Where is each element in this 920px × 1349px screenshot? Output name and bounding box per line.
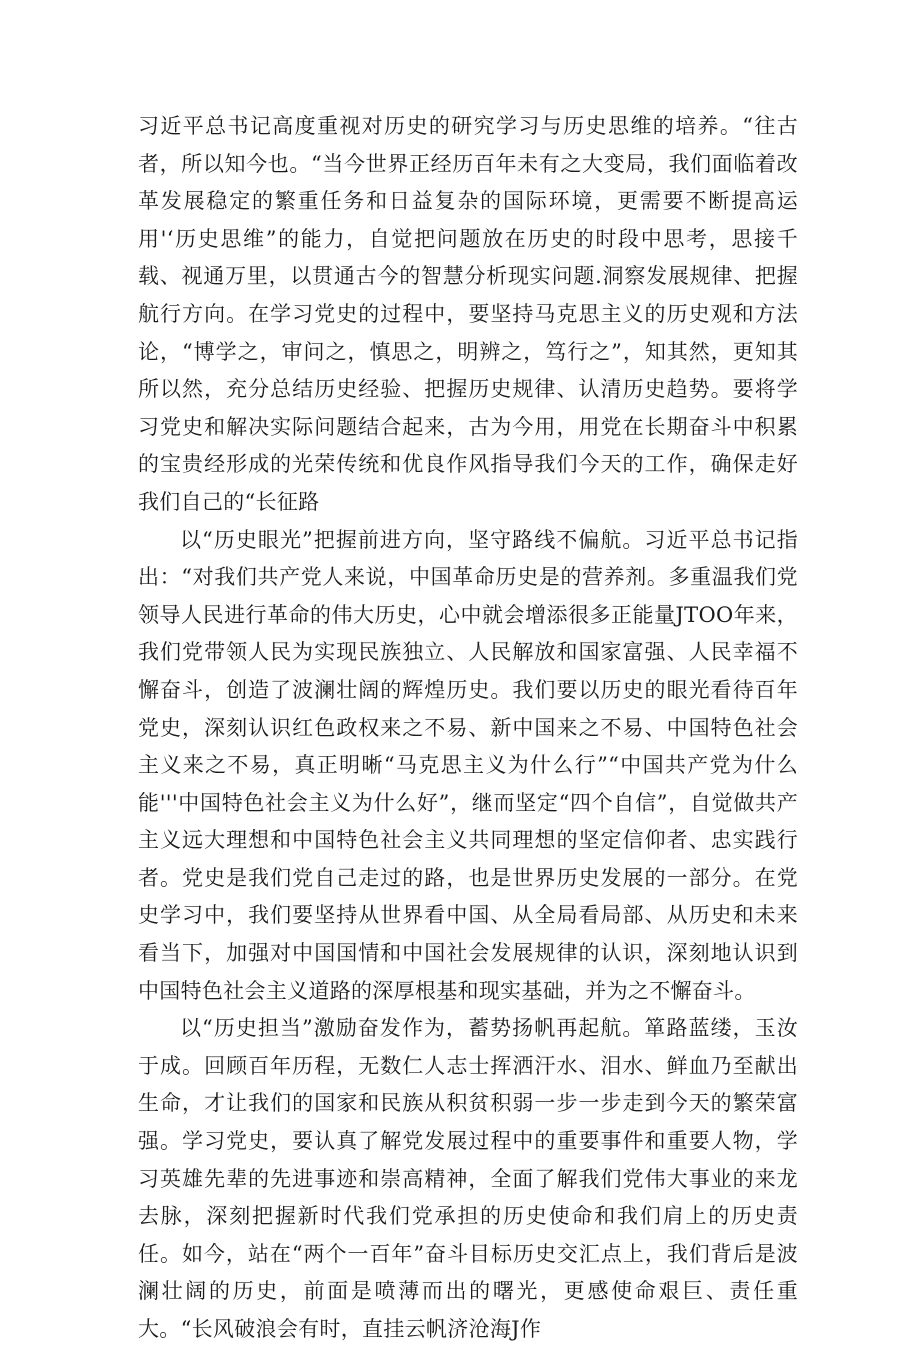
paragraph-3: 以“历史担当”激励奋发作为，蓄势扬帆再起航。箪路蓝缕，玉汝于成。回顾百年历程，无数仁人志士挥洒汗水、泪水、鲜血乃至献出生命，才让我们的国家和民族从积贫积弱一步一步走到今天的繁荣富强。学习党史，要认真了解党发展过程中的重要事件和重要人物，学习英雄先辈的先进事迹和崇高精神，全面了解我们党伟大事业的来龙去脉，深刻把握新时代我们党承担的历史使命和我们肩上的历史责任。如今，站在“两个一百年”奋斗目标历史交汇点上，我们背后是波澜壮阔的历史，前面是喷薄而出的曙光，更感使命艰巨、责任重大。“长风破浪会有时，直挂云帆济沧海J作 — [138, 1016, 798, 1341]
paragraph-1: 习近平总书记高度重视对历史的研究学习与历史思维的培养。“往古者，所以知今也。“当今世界正经历百年未有之大变局，我们面临着改革发展稳定的繁重任务和日益复杂的国际环境，更需要不断提高运用'‘历史思维”的能力，自觉把问题放在历史的时段中思考，思接千载、视通万里，以贯通古今的智慧分析现实问题.洞察发展规律、把握航行方向。在学习党史的过程中，要坚持马克思主义的历史观和方法论，“博学之，审问之，慎思之，明辨之，笃行之”，知其然，更知其所以然，充分总结历史经验、把握历史规律、认清历史趋势。要将学习党史和解决实际问题结合起来，古为今用，用党在长期奋斗中积累的宝贵经形成的光荣传统和优良作风指导我们今天的工作，确保走好我们自己的“长征路 — [138, 114, 798, 514]
paragraph-2: 以“历史眼光”把握前进方向，坚守路线不偏航。习近平总书记指出：“对我们共产党人来说，中国革命历史是的营养剂。多重温我们党领导人民进行革命的伟大历史，心中就会增添很多正能量JTOO年来，我们党带领人民为实现民族独立、人民解放和国家富强、人民幸福不懈奋斗，创造了波澜壮阔的辉煌历史。我们要以历史的眼光看待百年党史，深刻认识红色政权来之不易、新中国来之不易、中国特色社会主义来之不易，真正明晰“马克思主义为什么行”“中国共产党为什么能'''中国特色社会主义为什么好”，继而坚定“四个自信”，自觉做共产主义远大理想和中国特色社会主义共同理想的坚定信仰者、忠实践行者。党史是我们党自己走过的路，也是世界历史发展的一部分。在党史学习中，我们要坚持从世界看中国、从全局看局部、从历史和未来看当下，加强对中国国情和中国社会发展规律的认识，深刻地认识到中国特色社会主义道路的深厚根基和现实基础，并为之不懈奋斗。 — [138, 527, 798, 1003]
document-page — [138, 108, 798, 1349]
